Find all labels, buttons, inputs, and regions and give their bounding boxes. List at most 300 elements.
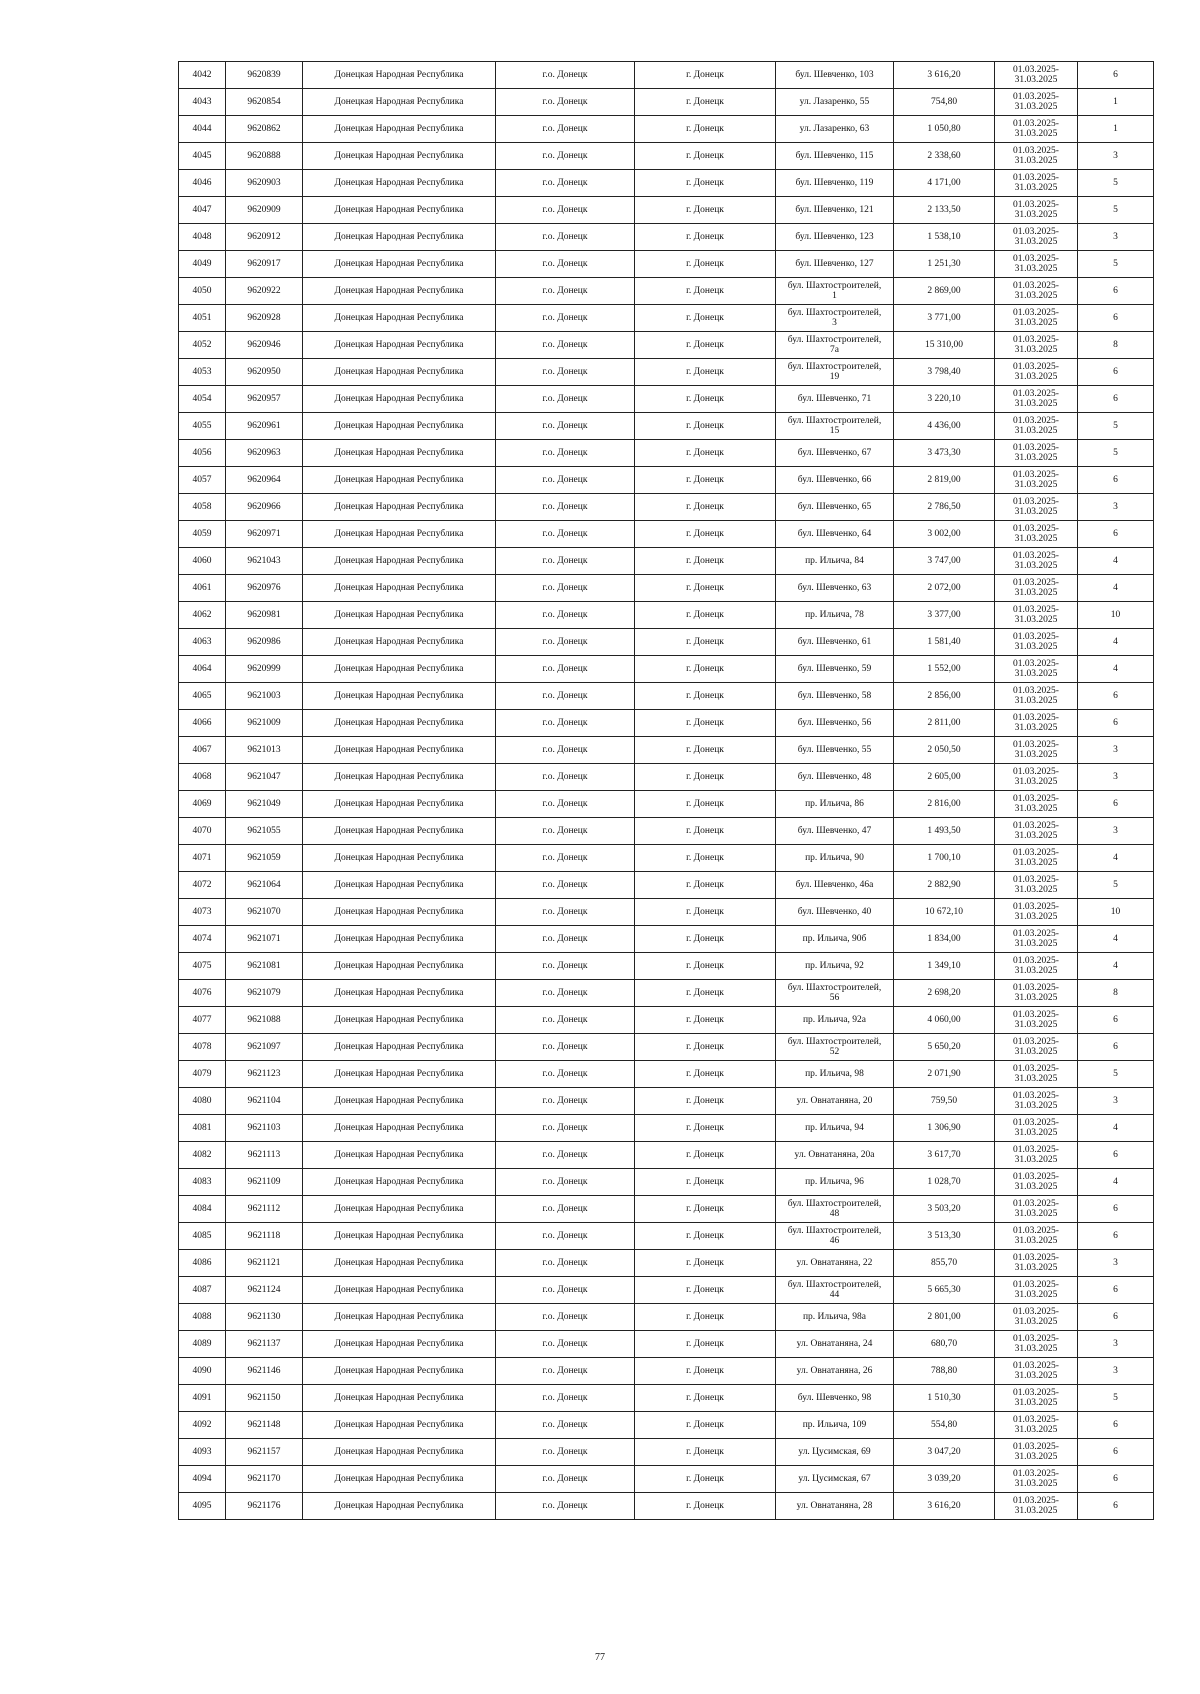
address-cell: пр. Ильича, 98а — [776, 1304, 894, 1331]
district-cell: г.о. Донецк — [496, 1196, 635, 1223]
address-cell: ул. Овнатаняна, 26 — [776, 1358, 894, 1385]
count-cell: 6 — [1078, 1223, 1154, 1250]
row-number-cell: 4076 — [179, 980, 226, 1007]
district-cell: г.о. Донецк — [496, 629, 635, 656]
period-cell: 01.03.2025- 31.03.2025 — [995, 1331, 1078, 1358]
period-cell: 01.03.2025- 31.03.2025 — [995, 845, 1078, 872]
count-cell: 6 — [1078, 1007, 1154, 1034]
row-number-cell: 4059 — [179, 521, 226, 548]
address-cell: бул. Шевченко, 46а — [776, 872, 894, 899]
region-cell: Донецкая Народная Республика — [303, 1088, 496, 1115]
object-code-cell: 9621088 — [226, 1007, 303, 1034]
area-cell: 788,80 — [894, 1358, 995, 1385]
period-cell: 01.03.2025- 31.03.2025 — [995, 1088, 1078, 1115]
count-cell: 6 — [1078, 683, 1154, 710]
region-cell: Донецкая Народная Республика — [303, 737, 496, 764]
city-cell: г. Донецк — [635, 116, 776, 143]
address-cell: бул. Шахтостроителей, 1 — [776, 278, 894, 305]
city-cell: г. Донецк — [635, 1358, 776, 1385]
period-cell: 01.03.2025- 31.03.2025 — [995, 872, 1078, 899]
address-cell: пр. Ильича, 92а — [776, 1007, 894, 1034]
table-row — [179, 1412, 1154, 1439]
count-cell: 6 — [1078, 791, 1154, 818]
district-cell: г.о. Донецк — [496, 1034, 635, 1061]
area-cell: 3 617,70 — [894, 1142, 995, 1169]
district-cell: г.о. Донецк — [496, 359, 635, 386]
address-cell: бул. Шахтостроителей, 15 — [776, 413, 894, 440]
address-cell: бул. Шахтостроителей, 52 — [776, 1034, 894, 1061]
table-row — [179, 1439, 1154, 1466]
row-number-cell: 4055 — [179, 413, 226, 440]
object-code-cell: 9621055 — [226, 818, 303, 845]
city-cell: г. Донецк — [635, 872, 776, 899]
address-cell: ул. Цусимская, 69 — [776, 1439, 894, 1466]
district-cell: г.о. Донецк — [496, 575, 635, 602]
city-cell: г. Донецк — [635, 1142, 776, 1169]
address-cell: бул. Шевченко, 59 — [776, 656, 894, 683]
row-number-cell: 4057 — [179, 467, 226, 494]
district-cell: г.о. Донецк — [496, 710, 635, 737]
object-code-cell: 9620966 — [226, 494, 303, 521]
area-cell: 2 605,00 — [894, 764, 995, 791]
city-cell: г. Донецк — [635, 899, 776, 926]
area-cell: 2 816,00 — [894, 791, 995, 818]
region-cell: Донецкая Народная Республика — [303, 926, 496, 953]
region-cell: Донецкая Народная Республика — [303, 872, 496, 899]
address-cell: бул. Шевченко, 47 — [776, 818, 894, 845]
address-cell: бул. Шевченко, 127 — [776, 251, 894, 278]
count-cell: 4 — [1078, 845, 1154, 872]
table-row — [179, 818, 1154, 845]
row-number-cell: 4085 — [179, 1223, 226, 1250]
region-cell: Донецкая Народная Республика — [303, 440, 496, 467]
region-cell: Донецкая Народная Республика — [303, 1169, 496, 1196]
count-cell: 4 — [1078, 548, 1154, 575]
row-number-cell: 4093 — [179, 1439, 226, 1466]
period-cell: 01.03.2025- 31.03.2025 — [995, 791, 1078, 818]
object-code-cell: 9620917 — [226, 251, 303, 278]
row-number-cell: 4060 — [179, 548, 226, 575]
count-cell: 6 — [1078, 1493, 1154, 1520]
table-row — [179, 1385, 1154, 1412]
object-code-cell: 9621148 — [226, 1412, 303, 1439]
table-row — [179, 143, 1154, 170]
district-cell: г.о. Донецк — [496, 332, 635, 359]
table-row — [179, 1061, 1154, 1088]
object-code-cell: 9621003 — [226, 683, 303, 710]
table-row — [179, 197, 1154, 224]
district-cell: г.о. Донецк — [496, 1277, 635, 1304]
period-cell: 01.03.2025- 31.03.2025 — [995, 602, 1078, 629]
area-cell: 2 869,00 — [894, 278, 995, 305]
city-cell: г. Донецк — [635, 1196, 776, 1223]
period-cell: 01.03.2025- 31.03.2025 — [995, 278, 1078, 305]
region-cell: Донецкая Народная Республика — [303, 1304, 496, 1331]
row-number-cell: 4073 — [179, 899, 226, 926]
district-cell: г.о. Донецк — [496, 278, 635, 305]
period-cell: 01.03.2025- 31.03.2025 — [995, 1304, 1078, 1331]
period-cell: 01.03.2025- 31.03.2025 — [995, 89, 1078, 116]
city-cell: г. Донецк — [635, 656, 776, 683]
row-number-cell: 4066 — [179, 710, 226, 737]
object-code-cell: 9620888 — [226, 143, 303, 170]
region-cell: Донецкая Народная Республика — [303, 305, 496, 332]
region-cell: Донецкая Народная Республика — [303, 1466, 496, 1493]
address-cell: пр. Ильича, 78 — [776, 602, 894, 629]
table-row — [179, 521, 1154, 548]
row-number-cell: 4087 — [179, 1277, 226, 1304]
object-code-cell: 9620946 — [226, 332, 303, 359]
count-cell: 5 — [1078, 872, 1154, 899]
count-cell: 3 — [1078, 494, 1154, 521]
area-cell: 4 060,00 — [894, 1007, 995, 1034]
region-cell: Донецкая Народная Республика — [303, 1223, 496, 1250]
district-cell: г.о. Донецк — [496, 1142, 635, 1169]
row-number-cell: 4074 — [179, 926, 226, 953]
row-number-cell: 4047 — [179, 197, 226, 224]
row-number-cell: 4043 — [179, 89, 226, 116]
address-cell: ул. Лазаренко, 55 — [776, 89, 894, 116]
area-cell: 3 616,20 — [894, 1493, 995, 1520]
object-code-cell: 9620950 — [226, 359, 303, 386]
area-cell: 15 310,00 — [894, 332, 995, 359]
address-cell: пр. Ильича, 109 — [776, 1412, 894, 1439]
table-row — [179, 1466, 1154, 1493]
city-cell: г. Донецк — [635, 1466, 776, 1493]
region-cell: Донецкая Народная Республика — [303, 521, 496, 548]
period-cell: 01.03.2025- 31.03.2025 — [995, 629, 1078, 656]
district-cell: г.о. Донецк — [496, 818, 635, 845]
district-cell: г.о. Донецк — [496, 62, 635, 89]
period-cell: 01.03.2025- 31.03.2025 — [995, 197, 1078, 224]
object-code-cell: 9620909 — [226, 197, 303, 224]
city-cell: г. Донецк — [635, 440, 776, 467]
count-cell: 4 — [1078, 926, 1154, 953]
region-cell: Донецкая Народная Республика — [303, 710, 496, 737]
count-cell: 4 — [1078, 629, 1154, 656]
row-number-cell: 4053 — [179, 359, 226, 386]
table-row — [179, 1493, 1154, 1520]
count-cell: 6 — [1078, 1196, 1154, 1223]
object-code-cell: 9621009 — [226, 710, 303, 737]
city-cell: г. Донецк — [635, 575, 776, 602]
table-row — [179, 1277, 1154, 1304]
count-cell: 8 — [1078, 980, 1154, 1007]
district-cell: г.о. Донецк — [496, 521, 635, 548]
period-cell: 01.03.2025- 31.03.2025 — [995, 1169, 1078, 1196]
row-number-cell: 4091 — [179, 1385, 226, 1412]
period-cell: 01.03.2025- 31.03.2025 — [995, 62, 1078, 89]
row-number-cell: 4063 — [179, 629, 226, 656]
object-code-cell: 9621146 — [226, 1358, 303, 1385]
table-row — [179, 629, 1154, 656]
area-cell: 1 552,00 — [894, 656, 995, 683]
row-number-cell: 4054 — [179, 386, 226, 413]
row-number-cell: 4049 — [179, 251, 226, 278]
object-code-cell: 9620912 — [226, 224, 303, 251]
count-cell: 8 — [1078, 332, 1154, 359]
count-cell: 1 — [1078, 116, 1154, 143]
count-cell: 3 — [1078, 224, 1154, 251]
object-code-cell: 9620986 — [226, 629, 303, 656]
area-cell: 3 513,30 — [894, 1223, 995, 1250]
city-cell: г. Донецк — [635, 1304, 776, 1331]
object-code-cell: 9621047 — [226, 764, 303, 791]
table-row — [179, 494, 1154, 521]
table-row — [179, 170, 1154, 197]
table-row — [179, 1088, 1154, 1115]
period-cell: 01.03.2025- 31.03.2025 — [995, 1061, 1078, 1088]
district-cell: г.о. Донецк — [496, 980, 635, 1007]
count-cell: 10 — [1078, 602, 1154, 629]
area-cell: 680,70 — [894, 1331, 995, 1358]
district-cell: г.о. Донецк — [496, 1493, 635, 1520]
city-cell: г. Донецк — [635, 197, 776, 224]
period-cell: 01.03.2025- 31.03.2025 — [995, 116, 1078, 143]
period-cell: 01.03.2025- 31.03.2025 — [995, 737, 1078, 764]
city-cell: г. Донецк — [635, 62, 776, 89]
area-cell: 3 747,00 — [894, 548, 995, 575]
period-cell: 01.03.2025- 31.03.2025 — [995, 1115, 1078, 1142]
district-cell: г.о. Донецк — [496, 305, 635, 332]
object-code-cell: 9621081 — [226, 953, 303, 980]
region-cell: Донецкая Народная Республика — [303, 764, 496, 791]
period-cell: 01.03.2025- 31.03.2025 — [995, 467, 1078, 494]
object-code-cell: 9621123 — [226, 1061, 303, 1088]
count-cell: 6 — [1078, 1304, 1154, 1331]
district-cell: г.о. Донецк — [496, 494, 635, 521]
period-cell: 01.03.2025- 31.03.2025 — [995, 440, 1078, 467]
object-code-cell: 9620981 — [226, 602, 303, 629]
table-body — [179, 62, 1154, 1520]
address-cell: ул. Овнатаняна, 20 — [776, 1088, 894, 1115]
address-cell: бул. Шевченко, 48 — [776, 764, 894, 791]
address-cell: пр. Ильича, 98 — [776, 1061, 894, 1088]
table-row — [179, 1142, 1154, 1169]
address-cell: бул. Шевченко, 115 — [776, 143, 894, 170]
region-cell: Донецкая Народная Республика — [303, 575, 496, 602]
region-cell: Донецкая Народная Республика — [303, 818, 496, 845]
period-cell: 01.03.2025- 31.03.2025 — [995, 1466, 1078, 1493]
object-code-cell: 9621059 — [226, 845, 303, 872]
row-number-cell: 4042 — [179, 62, 226, 89]
city-cell: г. Донецк — [635, 1385, 776, 1412]
object-code-cell: 9620922 — [226, 278, 303, 305]
object-code-cell: 9621170 — [226, 1466, 303, 1493]
table-row — [179, 764, 1154, 791]
row-number-cell: 4075 — [179, 953, 226, 980]
period-cell: 01.03.2025- 31.03.2025 — [995, 683, 1078, 710]
table-row — [179, 845, 1154, 872]
region-cell: Донецкая Народная Республика — [303, 656, 496, 683]
row-number-cell: 4048 — [179, 224, 226, 251]
table-row — [179, 359, 1154, 386]
area-cell: 10 672,10 — [894, 899, 995, 926]
district-cell: г.о. Донецк — [496, 1358, 635, 1385]
row-number-cell: 4064 — [179, 656, 226, 683]
count-cell: 5 — [1078, 1385, 1154, 1412]
object-code-cell: 9621130 — [226, 1304, 303, 1331]
address-cell: ул. Овнатаняна, 24 — [776, 1331, 894, 1358]
page-number: 77 — [595, 1652, 605, 1663]
count-cell: 6 — [1078, 359, 1154, 386]
area-cell: 1 349,10 — [894, 953, 995, 980]
row-number-cell: 4072 — [179, 872, 226, 899]
address-cell: бул. Шевченко, 65 — [776, 494, 894, 521]
region-cell: Донецкая Народная Республика — [303, 116, 496, 143]
count-cell: 3 — [1078, 143, 1154, 170]
period-cell: 01.03.2025- 31.03.2025 — [995, 953, 1078, 980]
district-cell: г.о. Донецк — [496, 791, 635, 818]
region-cell: Донецкая Народная Республика — [303, 548, 496, 575]
count-cell: 4 — [1078, 1169, 1154, 1196]
object-code-cell: 9620971 — [226, 521, 303, 548]
count-cell: 3 — [1078, 1358, 1154, 1385]
object-code-cell: 9620964 — [226, 467, 303, 494]
district-cell: г.о. Донецк — [496, 737, 635, 764]
city-cell: г. Донецк — [635, 548, 776, 575]
object-code-cell: 9621121 — [226, 1250, 303, 1277]
count-cell: 5 — [1078, 413, 1154, 440]
district-cell: г.о. Донецк — [496, 1007, 635, 1034]
period-cell: 01.03.2025- 31.03.2025 — [995, 1007, 1078, 1034]
address-cell: ул. Лазаренко, 63 — [776, 116, 894, 143]
table-row — [179, 467, 1154, 494]
table-row — [179, 386, 1154, 413]
period-cell: 01.03.2025- 31.03.2025 — [995, 1358, 1078, 1385]
row-number-cell: 4067 — [179, 737, 226, 764]
city-cell: г. Донецк — [635, 845, 776, 872]
address-cell: бул. Шевченко, 103 — [776, 62, 894, 89]
count-cell: 6 — [1078, 1277, 1154, 1304]
region-cell: Донецкая Народная Республика — [303, 413, 496, 440]
table-row — [179, 602, 1154, 629]
table-row — [179, 899, 1154, 926]
region-cell: Донецкая Народная Республика — [303, 1250, 496, 1277]
area-cell: 2 050,50 — [894, 737, 995, 764]
address-cell: пр. Ильича, 96 — [776, 1169, 894, 1196]
period-cell: 01.03.2025- 31.03.2025 — [995, 1277, 1078, 1304]
address-cell: ул. Цусимская, 67 — [776, 1466, 894, 1493]
table-row — [179, 1169, 1154, 1196]
address-cell: бул. Шахтостроителей, 48 — [776, 1196, 894, 1223]
count-cell: 6 — [1078, 386, 1154, 413]
count-cell: 3 — [1078, 737, 1154, 764]
region-cell: Донецкая Народная Республика — [303, 278, 496, 305]
row-number-cell: 4068 — [179, 764, 226, 791]
district-cell: г.о. Донецк — [496, 197, 635, 224]
region-cell: Донецкая Народная Республика — [303, 980, 496, 1007]
table-row — [179, 224, 1154, 251]
region-cell: Донецкая Народная Республика — [303, 1493, 496, 1520]
address-cell: пр. Ильича, 94 — [776, 1115, 894, 1142]
address-cell: бул. Шахтостроителей, 7а — [776, 332, 894, 359]
count-cell: 6 — [1078, 1142, 1154, 1169]
row-number-cell: 4052 — [179, 332, 226, 359]
address-cell: бул. Шахтостроителей, 44 — [776, 1277, 894, 1304]
region-cell: Донецкая Народная Республика — [303, 953, 496, 980]
table-row — [179, 62, 1154, 89]
area-cell: 2 882,90 — [894, 872, 995, 899]
city-cell: г. Донецк — [635, 251, 776, 278]
address-cell: бул. Шевченко, 98 — [776, 1385, 894, 1412]
district-cell: г.о. Донецк — [496, 1223, 635, 1250]
city-cell: г. Донецк — [635, 1331, 776, 1358]
city-cell: г. Донецк — [635, 521, 776, 548]
city-cell: г. Донецк — [635, 494, 776, 521]
district-cell: г.о. Донецк — [496, 926, 635, 953]
area-cell: 1 510,30 — [894, 1385, 995, 1412]
area-cell: 3 377,00 — [894, 602, 995, 629]
region-cell: Донецкая Народная Республика — [303, 1412, 496, 1439]
object-code-cell: 9621104 — [226, 1088, 303, 1115]
row-number-cell: 4090 — [179, 1358, 226, 1385]
address-cell: бул. Шевченко, 67 — [776, 440, 894, 467]
city-cell: г. Донецк — [635, 413, 776, 440]
area-cell: 2 072,00 — [894, 575, 995, 602]
object-code-cell: 9621049 — [226, 791, 303, 818]
city-cell: г. Донецк — [635, 629, 776, 656]
city-cell: г. Донецк — [635, 737, 776, 764]
city-cell: г. Донецк — [635, 1169, 776, 1196]
table-row — [179, 710, 1154, 737]
count-cell: 4 — [1078, 953, 1154, 980]
period-cell: 01.03.2025- 31.03.2025 — [995, 926, 1078, 953]
address-cell: пр. Ильича, 92 — [776, 953, 894, 980]
object-code-cell: 9621137 — [226, 1331, 303, 1358]
address-cell: бул. Шевченко, 123 — [776, 224, 894, 251]
table-row — [179, 737, 1154, 764]
count-cell: 6 — [1078, 278, 1154, 305]
area-cell: 2 698,20 — [894, 980, 995, 1007]
row-number-cell: 4095 — [179, 1493, 226, 1520]
city-cell: г. Донецк — [635, 602, 776, 629]
area-cell: 3 002,00 — [894, 521, 995, 548]
region-cell: Донецкая Народная Республика — [303, 1439, 496, 1466]
object-code-cell: 9621112 — [226, 1196, 303, 1223]
count-cell: 4 — [1078, 575, 1154, 602]
period-cell: 01.03.2025- 31.03.2025 — [995, 764, 1078, 791]
area-cell: 2 338,60 — [894, 143, 995, 170]
district-cell: г.о. Донецк — [496, 1385, 635, 1412]
table-row — [179, 1115, 1154, 1142]
row-number-cell: 4081 — [179, 1115, 226, 1142]
object-code-cell: 9620999 — [226, 656, 303, 683]
city-cell: г. Донецк — [635, 1061, 776, 1088]
region-cell: Донецкая Народная Республика — [303, 332, 496, 359]
region-cell: Донецкая Народная Республика — [303, 1331, 496, 1358]
region-cell: Донецкая Народная Республика — [303, 251, 496, 278]
area-cell: 1 251,30 — [894, 251, 995, 278]
object-code-cell: 9621124 — [226, 1277, 303, 1304]
district-cell: г.о. Донецк — [496, 1169, 635, 1196]
period-cell: 01.03.2025- 31.03.2025 — [995, 899, 1078, 926]
area-cell: 4 436,00 — [894, 413, 995, 440]
district-cell: г.о. Донецк — [496, 116, 635, 143]
row-number-cell: 4083 — [179, 1169, 226, 1196]
region-cell: Донецкая Народная Республика — [303, 845, 496, 872]
area-cell: 2 786,50 — [894, 494, 995, 521]
row-number-cell: 4078 — [179, 1034, 226, 1061]
area-cell: 1 306,90 — [894, 1115, 995, 1142]
object-code-cell: 9621071 — [226, 926, 303, 953]
count-cell: 6 — [1078, 305, 1154, 332]
district-cell: г.о. Донецк — [496, 764, 635, 791]
area-cell: 2 133,50 — [894, 197, 995, 224]
area-cell: 1 581,40 — [894, 629, 995, 656]
district-cell: г.о. Донецк — [496, 548, 635, 575]
object-code-cell: 9620961 — [226, 413, 303, 440]
